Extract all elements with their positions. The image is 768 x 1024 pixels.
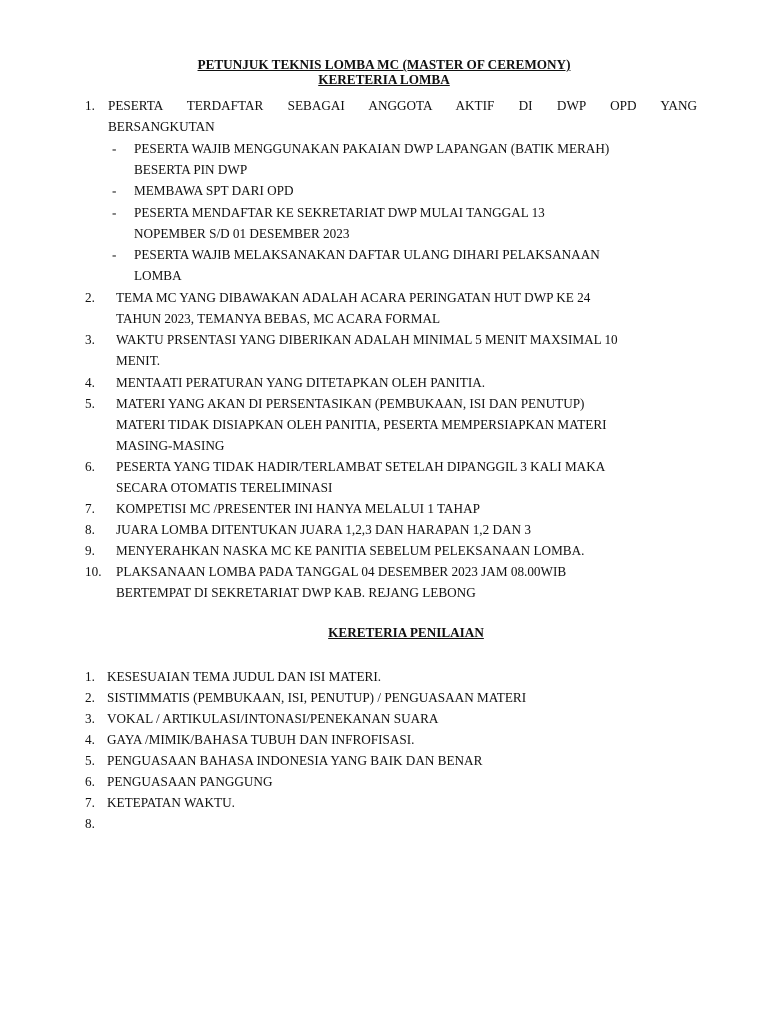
lomba-item-text-line: BERTEMPAT DI SEKRETARIAT DWP KAB. REJANG LEBONG (116, 585, 476, 600)
penilaian-item-text: KETEPATAN WAKTU. (107, 795, 235, 810)
lomba-item-number: 5. (85, 396, 95, 411)
penilaian-item-text: PENGUASAAN PANGGUNG (107, 774, 273, 789)
lomba-item-number: 3. (85, 332, 95, 347)
lomba-item-number: 9. (85, 543, 95, 558)
lomba-item-text-line: KOMPETISI MC /PRESENTER INI HANYA MELALUI 1 TAHAP (116, 501, 480, 516)
penilaian-item-text: SISTIMMATIS (PEMBUKAAN, ISI, PENUTUP) / PENGUASAAN MATERI (107, 690, 527, 705)
lomba-item-text-line: PLAKSANAAN LOMBA PADA TANGGAL 04 DESEMBER 2023 JAM 08.00WIB (116, 564, 567, 579)
lomba-item-text-line: MENYERAHKAN NASKA MC KE PANITIA SEBELUM PELEKSANAAN LOMBA. (116, 543, 585, 558)
sub-item-text-line: LOMBA (134, 268, 182, 283)
lomba-item-text-line: PESERTA TERDAFTAR SEBAGAI ANGGOTA AKTIF DI DWP OPD YANG (108, 98, 697, 113)
lomba-item-number: 8. (85, 522, 95, 537)
lomba-item-text-line: TAHUN 2023, TEMANYA BEBAS, MC ACARA FORMAL (116, 311, 441, 326)
lomba-item-text-line: WAKTU PRSENTASI YANG DIBERIKAN ADALAH MINIMAL 5 MENIT MAXSIMAL 10 (116, 332, 618, 347)
lomba-item-text-line: MASING-MASING (116, 438, 225, 453)
penilaian-item-number: 1. (85, 669, 95, 684)
lomba-item-text-line: MENTAATI PERATURAN YANG DITETAPKAN OLEH PANITIA. (116, 375, 486, 390)
lomba-item-text-line: MATERI TIDAK DISIAPKAN OLEH PANITIA, PESERTA MEMPERSIAPKAN MATERI (116, 417, 607, 432)
penilaian-item-number: 7. (85, 795, 95, 810)
lomba-item-number: 7. (85, 501, 95, 516)
penilaian-item-text: KESESUAIAN TEMA JUDUL DAN ISI MATERI. (107, 669, 382, 684)
lomba-item-text-line: BERSANGKUTAN (108, 119, 215, 134)
document-title: PETUNJUK TEKNIS LOMBA MC (MASTER OF CEREMONY) (197, 57, 571, 72)
lomba-item-text-line: PESERTA YANG TIDAK HADIR/TERLAMBAT SETELAH DIPANGGIL 3 KALI MAKA (116, 459, 606, 474)
lomba-item-text-line: SECARA OTOMATIS TERELIMINASI (116, 480, 333, 495)
lomba-item-text-line: JUARA LOMBA DITENTUKAN JUARA 1,2,3 DAN HARAPAN 1,2 DAN 3 (116, 522, 531, 537)
sub-item-text-line: PESERTA WAJIB MELAKSANAKAN DAFTAR ULANG DIHARI PELAKSANAAN (134, 247, 600, 262)
sub-item-text-line: PESERTA WAJIB MENGGUNAKAN PAKAIAN DWP LAPANGAN (BATIK MERAH) (134, 141, 610, 156)
lomba-item-text-line: MENIT. (116, 353, 161, 368)
lomba-item-text-line: TEMA MC YANG DIBAWAKAN ADALAH ACARA PERINGATAN HUT DWP KE 24 (116, 290, 591, 305)
penilaian-item-number: 5. (85, 753, 95, 768)
lomba-item-text-line: MATERI YANG AKAN DI PERSENTASIKAN (PEMBUKAAN, ISI DAN PENUTUP) (116, 396, 585, 411)
penilaian-item-number: 4. (85, 732, 95, 747)
lomba-item-number: 10. (85, 564, 102, 579)
lomba-item-number: 1. (85, 98, 95, 113)
sub-item-dash: - (112, 205, 117, 220)
penilaian-item-number: 6. (85, 774, 95, 789)
sub-item-dash: - (112, 141, 117, 156)
penilaian-item-number: 8. (85, 816, 95, 831)
sub-item-text-line: MEMBAWA SPT DARI OPD (134, 183, 294, 198)
penilaian-item-number: 3. (85, 711, 95, 726)
penilaian-item-number: 2. (85, 690, 95, 705)
sub-item-text-line: PESERTA MENDAFTAR KE SEKRETARIAT DWP MULAI TANGGAL 13 (134, 205, 545, 220)
sub-item-text-line: BESERTA PIN DWP (134, 162, 248, 177)
section-title-kriteria-penilaian: KERETERIA PENILAIAN (328, 625, 484, 640)
sub-item-text-line: NOPEMBER S/D 01 DESEMBER 2023 (134, 226, 350, 241)
section-title-kriteria-lomba: KERETERIA LOMBA (318, 72, 450, 87)
penilaian-item-text: VOKAL / ARTIKULASI/INTONASI/PENEKANAN SUARA (107, 711, 439, 726)
lomba-item-number: 4. (85, 375, 95, 390)
lomba-item-number: 2. (85, 290, 95, 305)
sub-item-dash: - (112, 183, 117, 198)
lomba-item-number: 6. (85, 459, 95, 474)
penilaian-item-text: PENGUASAAN BAHASA INDONESIA YANG BAIK DAN BENAR (107, 753, 483, 768)
sub-item-dash: - (112, 247, 117, 262)
penilaian-item-text: GAYA /MIMIK/BAHASA TUBUH DAN INFROFISASI. (107, 732, 415, 747)
